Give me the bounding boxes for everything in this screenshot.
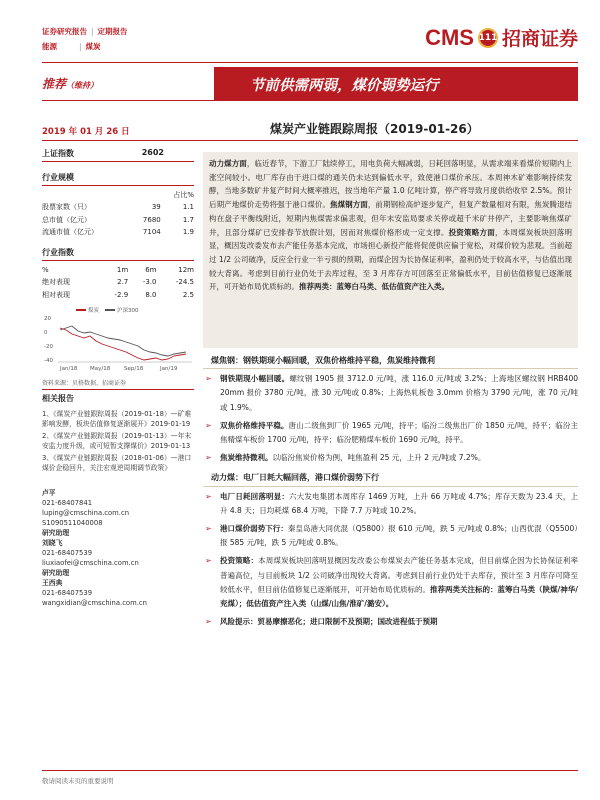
table-row	[42, 202, 194, 215]
summary-box	[203, 152, 578, 348]
index-row	[42, 148, 194, 162]
table-row	[42, 227, 194, 240]
cell: -2.9	[114, 290, 129, 299]
analyst-name: 王西典	[42, 578, 63, 587]
analyst-email[interactable]: wangxidian@cmschina.com.cn	[42, 598, 147, 607]
cell: 1.7	[182, 215, 194, 224]
tag-periodic-report: 定期报告	[97, 27, 128, 36]
x-tick-label: May/18	[90, 365, 111, 372]
index-label: 上证指数	[42, 149, 74, 158]
logo-cms-text: CMS	[425, 24, 474, 50]
analyst-phone: 021-68407539	[42, 588, 93, 597]
arrow-icon: ➢	[205, 420, 212, 430]
x-tick-label: Jan/19	[160, 365, 178, 372]
bullet-bold: 投资策略：	[220, 556, 259, 566]
legend-hs300: 沪深300	[117, 307, 139, 314]
section-title: 煤焦钢：钢铁期现小幅回暖，双焦价格维持平稳，焦炭维持微利	[203, 352, 578, 369]
cell: 2.5	[182, 290, 194, 299]
analyst-email[interactable]: liuxiaofei@cmschina.com.cn	[42, 558, 139, 567]
bullet-bold: 港口煤价弱势下行：	[220, 524, 288, 534]
summary-p4-bold: 推荐两类：蓝筹白马类、低估值资产注入类。	[299, 282, 449, 292]
bullet-bold: 双焦价格维持平稳。	[220, 420, 289, 430]
table-row	[42, 214, 194, 227]
cell: 7104	[142, 228, 161, 236]
summary-p1-bold: 动力煤方面	[209, 159, 247, 168]
cms-logo	[425, 24, 578, 51]
divider	[42, 62, 578, 63]
arrow-icon: ➢	[205, 374, 212, 384]
cell: 绝对表现	[42, 278, 70, 286]
index-value: 2602	[141, 148, 164, 157]
header-tags: 证券研究报告 | 定期报告 能源 | 煤炭	[42, 27, 128, 51]
analyst-phone: 021-68407841	[42, 498, 93, 507]
arrow-icon: ➢	[205, 524, 212, 534]
scale-title: 行业规模	[42, 172, 194, 186]
bullet-bold: 推荐两类关注标的：蓝筹白马类（陕煤/神华/兖煤）；低估值资产注入类（山煤/山焦/淮矿/潞安）。	[220, 584, 578, 609]
analyst-role: 研究助理	[42, 528, 70, 537]
y-tick-label: -20	[44, 343, 53, 350]
section-title: 动力煤：电厂日耗大幅回落，港口煤价弱势下行	[203, 469, 578, 486]
tag-energy: 能源	[42, 42, 57, 51]
analyst-name: 卢平	[42, 488, 56, 497]
arrow-icon: ➢	[205, 617, 212, 627]
rating-label: 推荐	[42, 77, 67, 91]
cell: 相对表现	[42, 290, 70, 299]
bullet-bold: 焦炭维持微利。	[220, 453, 273, 463]
cell: 流通市值（亿元）	[42, 228, 98, 236]
cell: -3.0	[142, 278, 157, 286]
bullet-text: 秦皇岛港大同优混（Q5800）报 610 元/吨，跌 5 元/吨或 0.8%；山西优混（Q5500）报 585 元/吨，跌 5 元/吨或 0.8%。	[220, 524, 579, 548]
summary-p1: ，临近春节，下游工厂陆续停工，用电负荷大幅减弱，日耗回落明显，从需求端来看煤价短期内上涨空间较小。电厂库存由于进口煤的通关仍未达到偏低水平，致使港口煤价承压。本周神木矿难影响持续发酵，当地多数矿井复产时间大概率推迟，按当地年产量 1.0 亿吨计算，停产将导致月度供给收窄 2.5%。预计后期产地煤价走势将强于港口煤价。	[209, 159, 573, 210]
cell: 7680	[142, 215, 161, 224]
bullet-bold: 风险提示：贸易摩擦恶化；进口限制不及预期；国改进程低于预期	[220, 617, 438, 627]
table-row	[42, 277, 194, 290]
arrow-icon: ➢	[205, 453, 212, 463]
chart-svg	[42, 306, 194, 376]
summary-p3: ，本周煤炭板块回落明显，概因发改委发布去产能任务基本完成，市场担心新投产能将促使供应偏于宽松，对煤价较为悲观。当前超过 1/2 公司破净，反应全行业一半亏损的预期，而煤企因为长协保证利率，盈利仍处于较高水平，与估值出现较大背离。考虑到目前行业仍处于去库过程，至 3 月库存方可回落至正常偏低水平，目前估值修复已逐渐展开，可开始布局优质标的。	[209, 227, 573, 292]
rating-sub: （维持）	[66, 81, 99, 90]
analyst-contacts	[42, 488, 194, 608]
rating	[42, 75, 98, 92]
analyst-phone: 021-68407539	[42, 548, 93, 557]
arrow-icon: ➢	[205, 556, 212, 566]
main-content	[203, 352, 578, 633]
arrow-icon: ➢	[205, 491, 212, 501]
table-header	[42, 264, 194, 277]
tag-coal: 煤炭	[85, 42, 101, 51]
table-row	[42, 289, 194, 302]
report-date: 2019 年 01 月 26 日	[42, 127, 130, 137]
y-tick-label: 20	[44, 315, 51, 322]
bullet-text: 以临汾焦炭价格为例，吨焦盈利 25 元，上升 2 元/吨或 7.2%。	[272, 453, 486, 463]
divider	[42, 140, 578, 141]
cell: 总市值（亿元）	[42, 215, 91, 224]
cell: 2.7	[117, 278, 129, 286]
perf-title: 行业指数	[42, 247, 194, 261]
bullet-item	[203, 490, 578, 518]
related-title: 相关报告	[42, 393, 74, 403]
chart-legend	[76, 306, 139, 314]
cell: -24.5	[175, 278, 194, 286]
footer-note: 敬请阅读末页的重要说明	[42, 777, 114, 785]
scale-table	[42, 189, 194, 239]
x-tick-label: Sep/18	[124, 365, 144, 372]
analyst-email[interactable]: luping@cmschina.com.cn	[42, 508, 130, 517]
scale-col-header: 占比%	[173, 190, 194, 199]
bullet-item	[203, 522, 578, 550]
x-tick-label: Jan/18	[60, 365, 78, 372]
bullet-bold: 电厂日耗回落明显：	[220, 491, 289, 501]
analyst-cert: S1090511040008	[42, 518, 103, 527]
related-reports	[42, 409, 194, 474]
related-report-item[interactable]: 3、《煤炭产业链跟踪周报（2018-01-06）—港口煤价企稳回升，关注宏观逆周期调节政策》	[42, 453, 192, 472]
analyst-name: 刘晓飞	[42, 538, 63, 547]
bullet-text: 六大发电集团本周库存 1469 万吨，上升 66 万吨或 4.7%；库存天数为 23.4 天，上升 4.8 天；日均耗煤 68.4 万吨，下降 7.7 万吨或 10.2%。	[220, 491, 578, 515]
related-report-item[interactable]: 1、《煤炭产业链跟踪周报（2019-01-18）—矿难影响发酵，板块估值修复逐渐展开》2019-01-19	[42, 409, 192, 428]
bullet-item	[203, 554, 578, 611]
bullet-bold: 钢铁期现小幅回暖。	[220, 374, 290, 384]
headline-banner	[214, 67, 578, 101]
summary-p2-bold: 焦煤钢方面	[330, 200, 368, 210]
bullet-text: 本周煤炭板块回落明显概因发改委公布煤炭去产能任务基本完成，但目前煤企因为长协保证利率普遍高位，与目前板块 1/2 公司破净出现较大背离。考虑到目前行业仍处于去库存，预计至 3 月库存可降至较低水平，但目前估值修复已逐渐展开，可开始布局优质标的。	[220, 556, 579, 594]
bullet-item	[203, 615, 578, 629]
bullet-item	[203, 372, 578, 415]
bullet-item	[203, 419, 578, 447]
logo-badge-icon: 111	[478, 28, 498, 48]
cell: 1.9	[182, 228, 194, 236]
sidebar	[42, 148, 194, 608]
summary-p2: ，前期钢检高炉逐步复产，但复产数量相对有限，焦炭腾退结构在盘子平衡线附近，短期内焦煤需求偏悲观，但年末安监局要求关停或超千米矿井停产，主要影响焦煤矿井，且部分煤矿已安排春节放假计划，因而对焦煤价格形成一定支撑。	[209, 200, 573, 237]
bullet-text: 唐山二级焦到厂价 1965 元/吨，持平；临汾二级焦出厂价 1850 元/吨，持平；临汾主焦精煤车板价 1700 元/吨，持平；临汾肥精煤车板价 1690 元/吨，持平。	[220, 420, 578, 445]
cell: 股票家数（只）	[42, 203, 91, 211]
analyst-role: 研究助理	[42, 568, 70, 577]
cell: 6m	[145, 265, 157, 274]
bullet-text: 螺纹钢 1905 报 3712.0 元/吨，涨 116.0 元/吨或 3.2%；上海地区螺纹钢 HRB400 20mm 报价 3780 元/吨，涨 30 元/吨或 0.8%；上海热轧板卷 3.0mm 价格为 3790 元/吨，涨 70 元/吨或 1.9%。	[220, 374, 578, 412]
chart-source: 资料来源：贝格数据、招商证券	[42, 378, 194, 390]
y-tick-label: 0	[44, 329, 48, 336]
summary-p3-bold: 投资策略方面	[448, 227, 495, 237]
logo-cn-text: 招商证券	[501, 28, 578, 50]
y-tick-label: -40	[44, 357, 53, 364]
cell: 39	[151, 203, 161, 211]
report-title: 煤炭产业链跟踪周报（2019-01-26）	[270, 122, 479, 136]
cell: 12m	[178, 265, 194, 274]
cell: 1m	[116, 265, 129, 274]
industry-index-chart	[42, 306, 194, 376]
tag-research-report: 证券研究报告	[42, 27, 87, 36]
hs300-line	[60, 326, 186, 356]
coal-line	[60, 328, 186, 360]
divider	[42, 100, 214, 101]
legend-coal: 煤炭	[88, 307, 100, 314]
cell: %	[42, 265, 49, 274]
bullet-item	[203, 451, 578, 465]
cell: 1.1	[182, 203, 194, 211]
cell: 8.0	[145, 290, 157, 299]
perf-table	[42, 264, 194, 302]
related-report-item[interactable]: 2、《煤炭产业链跟踪周报（2019-01-13）—年末安监力度升级，或可短暂支撑煤价》2019-01-13	[42, 431, 192, 450]
headline: 节前供需两弱，煤价弱势运行	[250, 77, 439, 94]
divider	[42, 770, 578, 771]
